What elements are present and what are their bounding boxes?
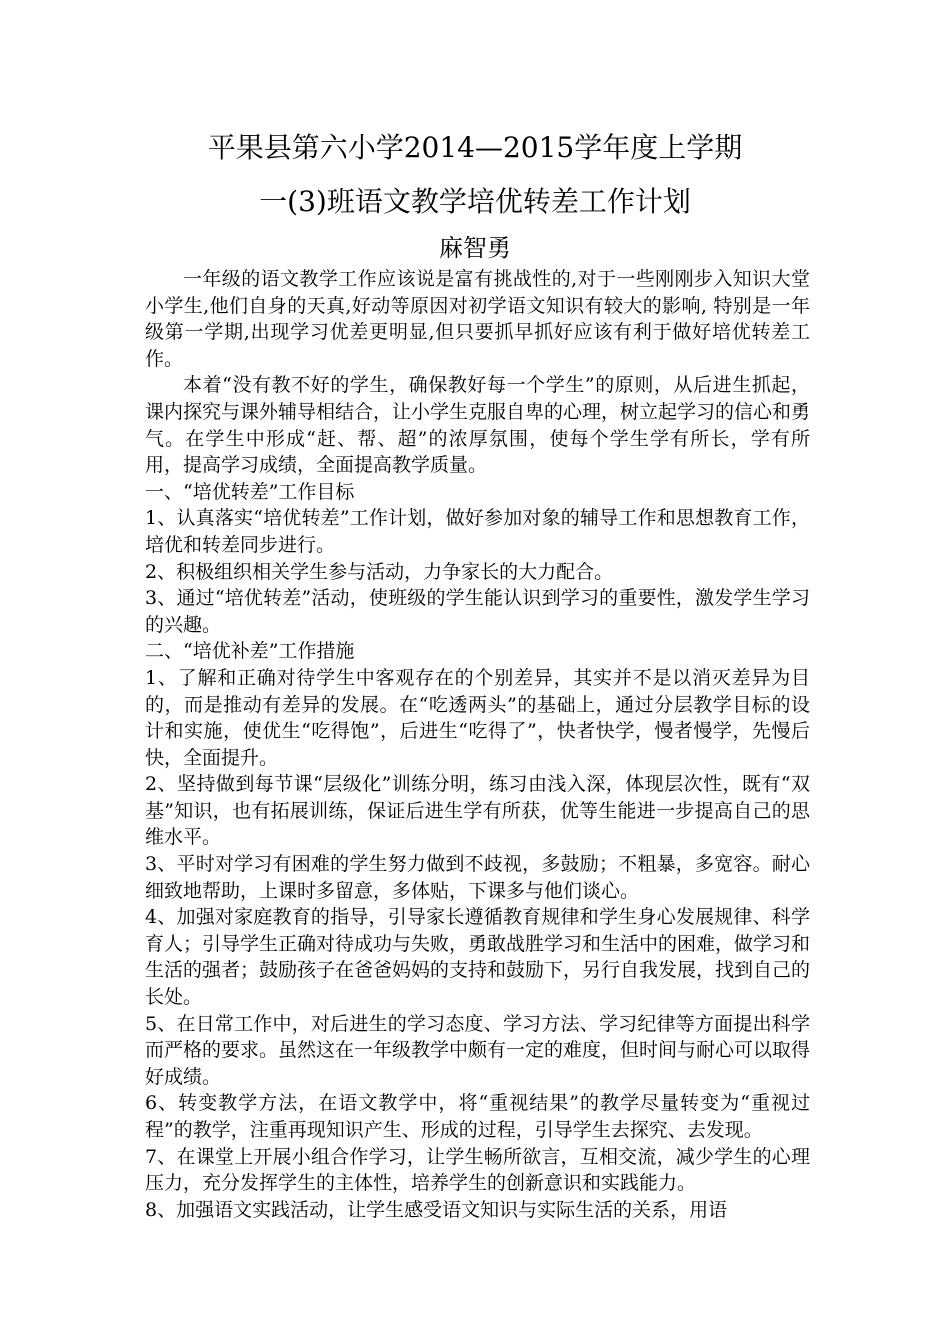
goal-item-1: 1、认真落实“培优转差”工作计划，做好参加对象的辅导工作和思想教育工作，培优和转差同步进行。 — [145, 507, 810, 556]
measure-item-6: 6、转变教学方法，在语文教学中，将“重视结果”的教学尽量转变为“重视过程”的教学，注重再现知识产生、形成的过程，引导学生去探究、去发现。 — [145, 1092, 810, 1141]
document-title-line2: 一(3)班语文教学培优转差工作计划 — [259, 185, 691, 218]
measure-item-5: 5、在日常工作中，对后进生的学习态度、学习方法、学习纪律等方面提出科学而严格的要求。虽然这在一年级教学中颇有一定的难度，但时间与耐心可以取得好成绩。 — [145, 1012, 811, 1088]
goal-item-2: 2、积极组织相关学生参与活动，力争家长的大力配合。 — [145, 560, 614, 583]
section-heading-goals: 一、“培优转差”工作目标 — [145, 480, 355, 503]
goal-item-3: 3、通过“培优转差”活动，使班级的学生能认识到学习的重要性，激发学生学习的兴趣。 — [145, 587, 810, 636]
measure-item-1: 1、了解和正确对待学生中客观存在的个别差异，其实并不是以消灭差异为目的，而是推动有差异的发展。在“吃透两头”的基础上，通过分层教学目标的设计和实施，使优生“吃得饱”，后进生“吃得了”，快者快学，慢者慢学，先慢后快，全面提升。 — [145, 666, 810, 769]
measure-item-7: 7、在课堂上开展小组合作学习，让学生畅所欲言，互相交流，减少学生的心理压力，充分发挥学生的主体性，培养学生的创新意识和实践能力。 — [145, 1145, 810, 1195]
intro-paragraph-2: 本着“没有教不好的学生，确保教好每一个学生”的原则，从后进生抓起，课内探究与课外辅导相结合，让小学生克服自卑的心理，树立起学习的信心和勇气。在学生中形成“赶、帮、超”的浓厚氛围，使每个学生学有所长，学有所用，提高学习成绩，全面提高教学质量。 — [145, 374, 811, 477]
intro-paragraph-1: 一年级的语文教学工作应该说是富有挑战性的,对于一些刚刚步入知识大堂小学生,他们自身的天真,好动等原因对初学语文知识有较大的影响, 特别是一年级第一学期,出现学习优差更明显,但只要抓早抓好应该有利于做好培优转差工作。 — [145, 268, 810, 370]
document-body — [145, 266, 810, 1223]
measure-item-2: 2、坚持做到每节课“层级化”训练分明，练习由浅入深，体现层次性，既有“双基”知识，也有拓展训练，保证后进生学有所获，优等生能进一步提高自己的思维水平。 — [145, 773, 810, 849]
measure-item-8: 8、加强语文实践活动，让学生感受语文知识与实际生活的关系，用语 — [145, 1198, 728, 1221]
section-heading-measures: 二、“培优补差”工作措施 — [145, 640, 355, 663]
document-title-line1: 平果县第六小学2014—2015学年度上学期 — [207, 131, 743, 164]
measure-item-3: 3、平时对学习有困难的学生努力做到不歧视，多鼓励；不粗暴，多宽容。耐心细致地帮助，上课时多留意，多体贴，下课多与他们谈心。 — [145, 853, 810, 902]
document-author: 麻智勇 — [439, 234, 511, 262]
measure-item-4: 4、加强对家庭教育的指导，引导家长遵循教育规律和学生身心发展规律、科学育人；引导学生正确对待成功与失败，勇敢战胜学习和生活中的困难，做学习和生活的强者；鼓励孩子在爸爸妈妈的支持和鼓励下，另行自我发展，找到自己的长处。 — [145, 906, 811, 1009]
